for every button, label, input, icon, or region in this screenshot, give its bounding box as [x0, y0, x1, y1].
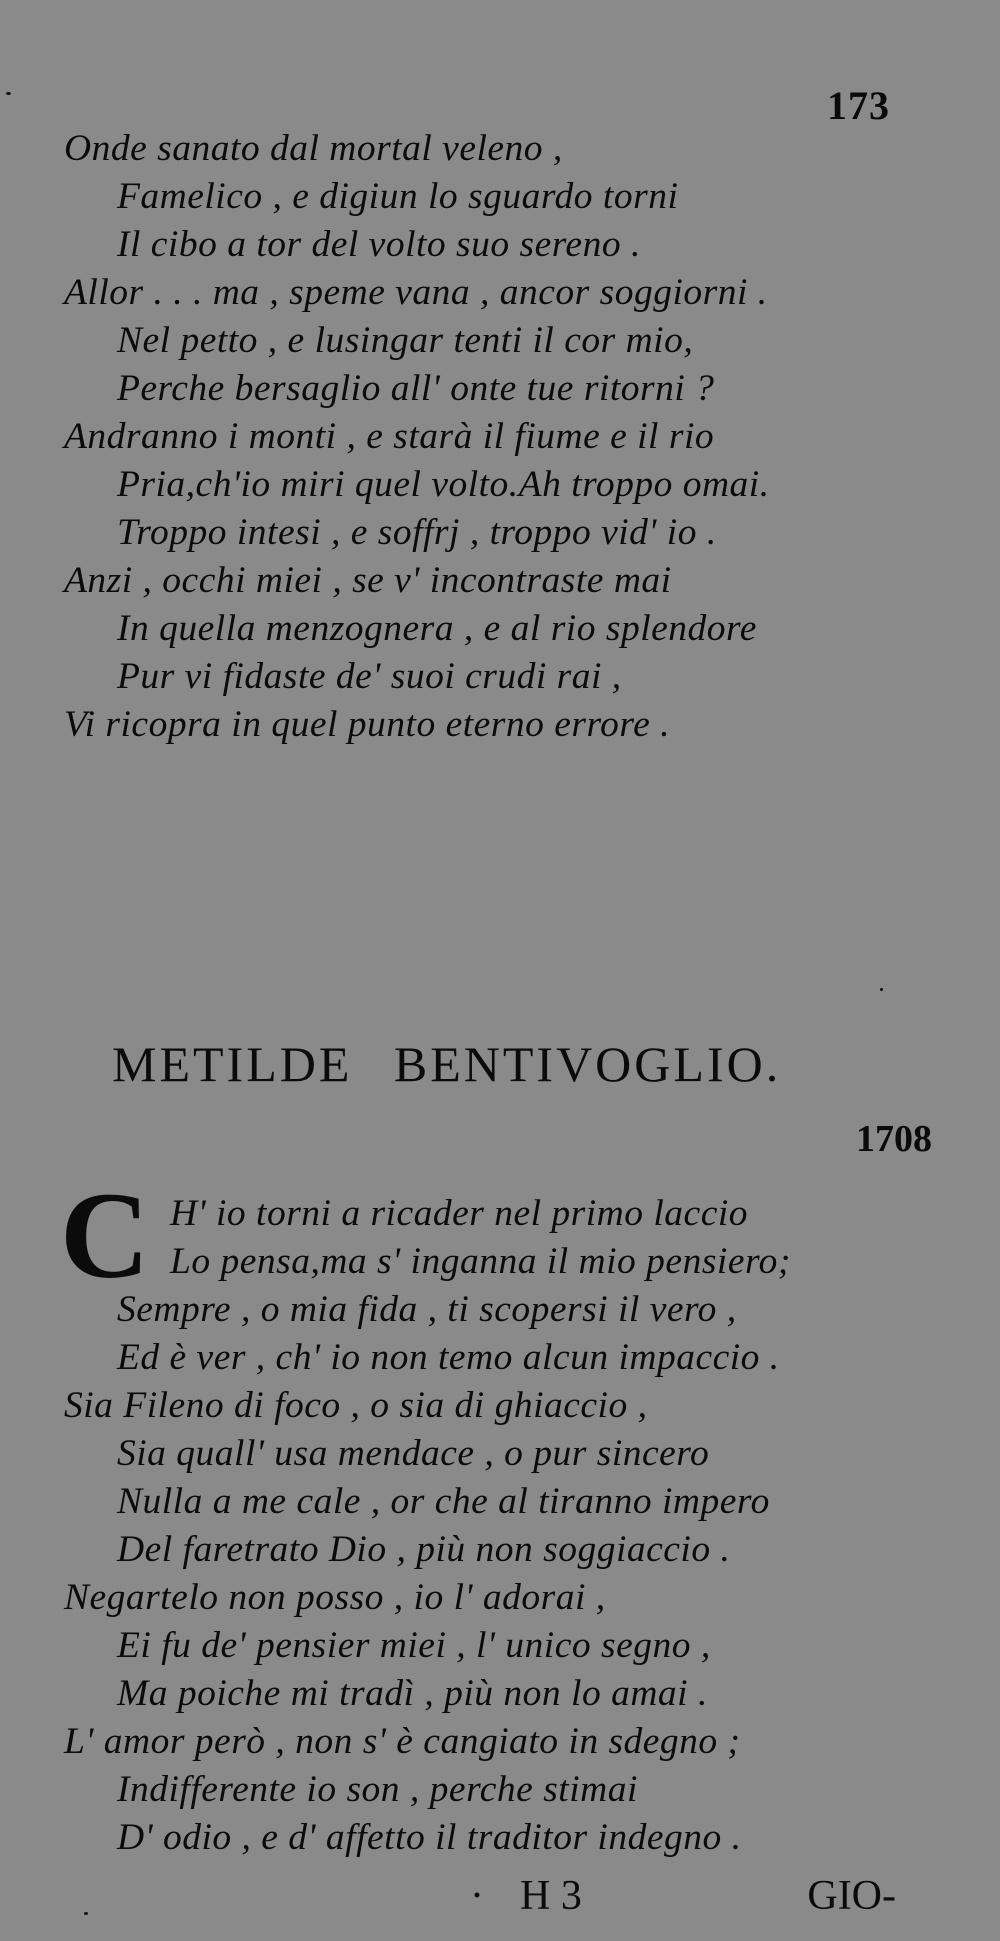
poem-bottom [64, 1190, 944, 1862]
poem-line: Nulla a me cale , or che al tiranno impero [117, 1481, 770, 1522]
poem-line: Sia Fileno di foco , o sia di ghiaccio , [64, 1385, 648, 1426]
poem-line: Famelico , e digiun lo sguardo torni [117, 176, 679, 217]
poem-line: Allor . . . ma , speme vana , ancor soggiorni . [64, 272, 768, 313]
poem-line: Indifferente io son , perche stimai [117, 1769, 638, 1810]
scan-speck [880, 988, 883, 991]
signature-dot: · [470, 1873, 484, 1919]
poem-line: Vi ricopra in quel punto eterno errore . [64, 704, 671, 745]
poem-line: Pria,ch'io miri quel volto.Ah troppo omai. [117, 464, 770, 505]
catchword: GIO- [807, 1873, 896, 1919]
poem-line: Onde sanato dal mortal veleno , [64, 128, 563, 169]
poem-line: Ei fu de' pensier miei , l' unico segno , [117, 1625, 711, 1666]
drop-cap: C [60, 1167, 150, 1304]
poem-heading: METILDE BENTIVOGLIO. [112, 1036, 782, 1092]
signature-text: H 3 [520, 1873, 582, 1919]
signature-mark [470, 1872, 582, 1920]
poem-line: Pur vi fidaste de' suoi crudi rai , [117, 656, 622, 697]
poem-line: Sia quall' usa mendace , o pur sincero [117, 1433, 710, 1474]
poem-line: Ed è ver , ch' io non temo alcun impaccio . [117, 1337, 780, 1378]
poem-line: Negartelo non posso , io l' adorai , [64, 1577, 606, 1618]
poem-top [64, 125, 944, 749]
poem-line: In quella menzognera , e al rio splendore [117, 608, 757, 649]
poem-line: H' io torni a ricader nel primo laccio [170, 1193, 749, 1234]
poem-line: Anzi , occhi miei , se v' incontraste mai [64, 560, 672, 601]
poem-line: Nel petto , e lusingar tenti il cor mio, [117, 320, 694, 361]
poem-line: Ma poiche mi tradì , più non lo amai . [117, 1673, 708, 1714]
poem-line: Lo pensa,ma s' inganna il mio pensiero; [170, 1241, 791, 1282]
page-number: 173 [827, 83, 890, 128]
poem-line: Troppo intesi , e soffrj , troppo vid' io . [117, 512, 717, 553]
poem-line: D' odio , e d' affetto il traditor indegno . [117, 1817, 742, 1858]
poem-line: Il cibo a tor del volto suo sereno . [117, 224, 641, 265]
scan-speck [6, 92, 11, 95]
poem-year: 1708 [856, 1118, 932, 1160]
scan-speck [84, 1912, 88, 1915]
poem-line: Sempre , o mia fida , ti scopersi il vero , [117, 1289, 737, 1330]
poem-line: Del faretrato Dio , più non soggiaccio . [117, 1529, 731, 1570]
poem-line: Perche bersaglio all' onte tue ritorni ? [117, 368, 715, 409]
poem-line: L' amor però , non s' è cangiato in sdegno ; [64, 1721, 741, 1762]
poem-line: Andranno i monti , e starà il fiume e il rio [64, 416, 715, 457]
